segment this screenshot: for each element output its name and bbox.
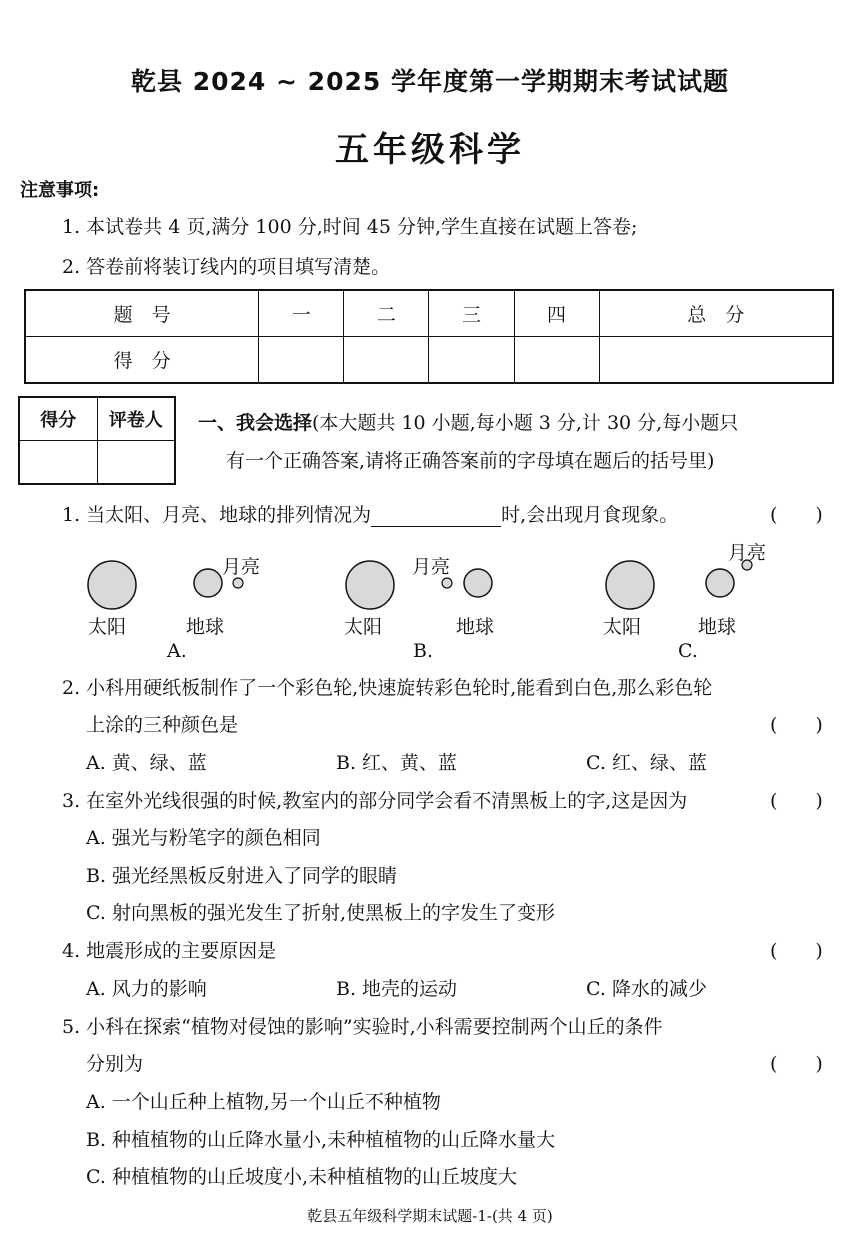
section-desc-2: 有一个正确答案,请将正确答案前的字母填在题后的括号里) (226, 450, 715, 472)
earth-label-a: 地球 (186, 616, 225, 638)
note-item-2: 2. 答卷前将装订线内的项目填写清楚。 (62, 256, 391, 278)
earth-a-icon (194, 569, 222, 597)
q5-option-a: A. 一个山丘种上植物,另一个山丘不种植物 (86, 1091, 441, 1113)
score-cell-total[interactable] (599, 337, 833, 384)
q1-text-post: 时,会出现月食现象。 (501, 504, 679, 526)
earth-label-b: 地球 (456, 616, 495, 638)
q3-answer-paren[interactable]: ( ) (770, 790, 823, 812)
sun-label-a: 太阳 (88, 616, 127, 638)
moon-label-a: 月亮 (222, 556, 261, 578)
score-header-1: 一 (259, 290, 344, 337)
q3-option-b: B. 强光经黑板反射进入了同学的眼睛 (86, 865, 398, 887)
sun-b-icon (346, 561, 394, 609)
grader-name-cell[interactable] (97, 441, 175, 485)
sun-label-c: 太阳 (603, 616, 642, 638)
score-header-3: 三 (429, 290, 514, 337)
score-header-label: 题 号 (25, 290, 259, 337)
q2-option-b: B. 红、黄、蓝 (336, 752, 458, 774)
q1-answer-paren[interactable]: ( ) (770, 504, 823, 526)
q5-answer-paren[interactable]: ( ) (770, 1053, 823, 1075)
moon-a-icon (233, 578, 243, 588)
moon-b-icon (442, 578, 452, 588)
score-cell-4[interactable] (514, 337, 599, 384)
q5-text-line1: 5. 小科在探索“植物对侵蚀的影响”实验时,小科需要控制两个山丘的条件 (62, 1016, 663, 1038)
score-header-2: 二 (344, 290, 429, 337)
q3-option-c: C. 射向黑板的强光发生了折射,使黑板上的字发生了变形 (86, 902, 555, 924)
q5-option-b: B. 种植植物的山丘降水量小,未种植植物的山丘降水量大 (86, 1129, 556, 1151)
q4-answer-paren[interactable]: ( ) (770, 940, 823, 962)
score-cell-1[interactable] (259, 337, 344, 384)
q1-blank[interactable] (371, 508, 501, 527)
score-row-label: 得 分 (25, 337, 259, 384)
grader-score-label: 得分 (19, 397, 97, 441)
q3-text-line1: 3. 在室外光线很强的时候,教室内的部分同学会看不清黑板上的字,这是因为 (62, 790, 688, 812)
q4-text-line1: 4. 地震形成的主要原因是 (62, 940, 277, 962)
sun-a-icon (88, 561, 136, 609)
q2-answer-paren[interactable]: ( ) (770, 714, 823, 736)
exam-subtitle: 五年级科学 (335, 130, 525, 170)
moon-label-b: 月亮 (412, 556, 451, 578)
grader-table (18, 396, 176, 485)
earth-b-icon (464, 569, 492, 597)
score-header-total: 总 分 (599, 290, 833, 337)
q2-option-c: C. 红、绿、蓝 (586, 752, 707, 774)
q5-text-line2: 分别为 (86, 1053, 144, 1075)
section-title: 一、我会选择 (198, 412, 313, 434)
earth-c-icon (706, 569, 734, 597)
q5-option-c: C. 种植植物的山丘坡度小,未种植植物的山丘坡度大 (86, 1166, 517, 1188)
notes-heading: 注意事项: (20, 180, 100, 201)
option-label-a: A. (167, 640, 187, 662)
option-label-c: C. (678, 640, 698, 662)
section-desc-1: (本大题共 10 小题,每小题 3 分,计 30 分,每小题只 (312, 412, 739, 434)
q2-option-a: A. 黄、绿、蓝 (86, 752, 207, 774)
score-header-4: 四 (514, 290, 599, 337)
sun-c-icon (606, 561, 654, 609)
q2-text-line1: 2. 小科用硬纸板制作了一个彩色轮,快速旋转彩色轮时,能看到白色,那么彩色轮 (62, 677, 713, 699)
q3-option-a: A. 强光与粉笔字的颜色相同 (86, 827, 321, 849)
q4-option-a: A. 风力的影响 (86, 978, 207, 1000)
exam-title: 乾县 2024 ~ 2025 学年度第一学期期末考试试题 (131, 67, 729, 96)
score-cell-2[interactable] (344, 337, 429, 384)
score-cell-3[interactable] (429, 337, 514, 384)
q1-text-pre: 1. 当太阳、月亮、地球的排列情况为 (62, 504, 372, 526)
option-label-b: B. (413, 640, 434, 662)
q4-option-c: C. 降水的减少 (586, 978, 707, 1000)
grader-score-cell[interactable] (19, 441, 97, 485)
q4-option-b: B. 地壳的运动 (336, 978, 458, 1000)
page-footer: 乾县五年级科学期末试题-1-(共 4 页) (307, 1207, 553, 1225)
q2-text-line2: 上涂的三种颜色是 (86, 714, 239, 736)
note-item-1: 1. 本试卷共 4 页,满分 100 分,时间 45 分钟,学生直接在试题上答卷; (62, 216, 638, 238)
score-table (24, 289, 834, 384)
earth-label-c: 地球 (698, 616, 737, 638)
moon-label-c: 月亮 (728, 542, 767, 564)
grader-name-label: 评卷人 (97, 397, 175, 441)
sun-label-b: 太阳 (344, 616, 383, 638)
